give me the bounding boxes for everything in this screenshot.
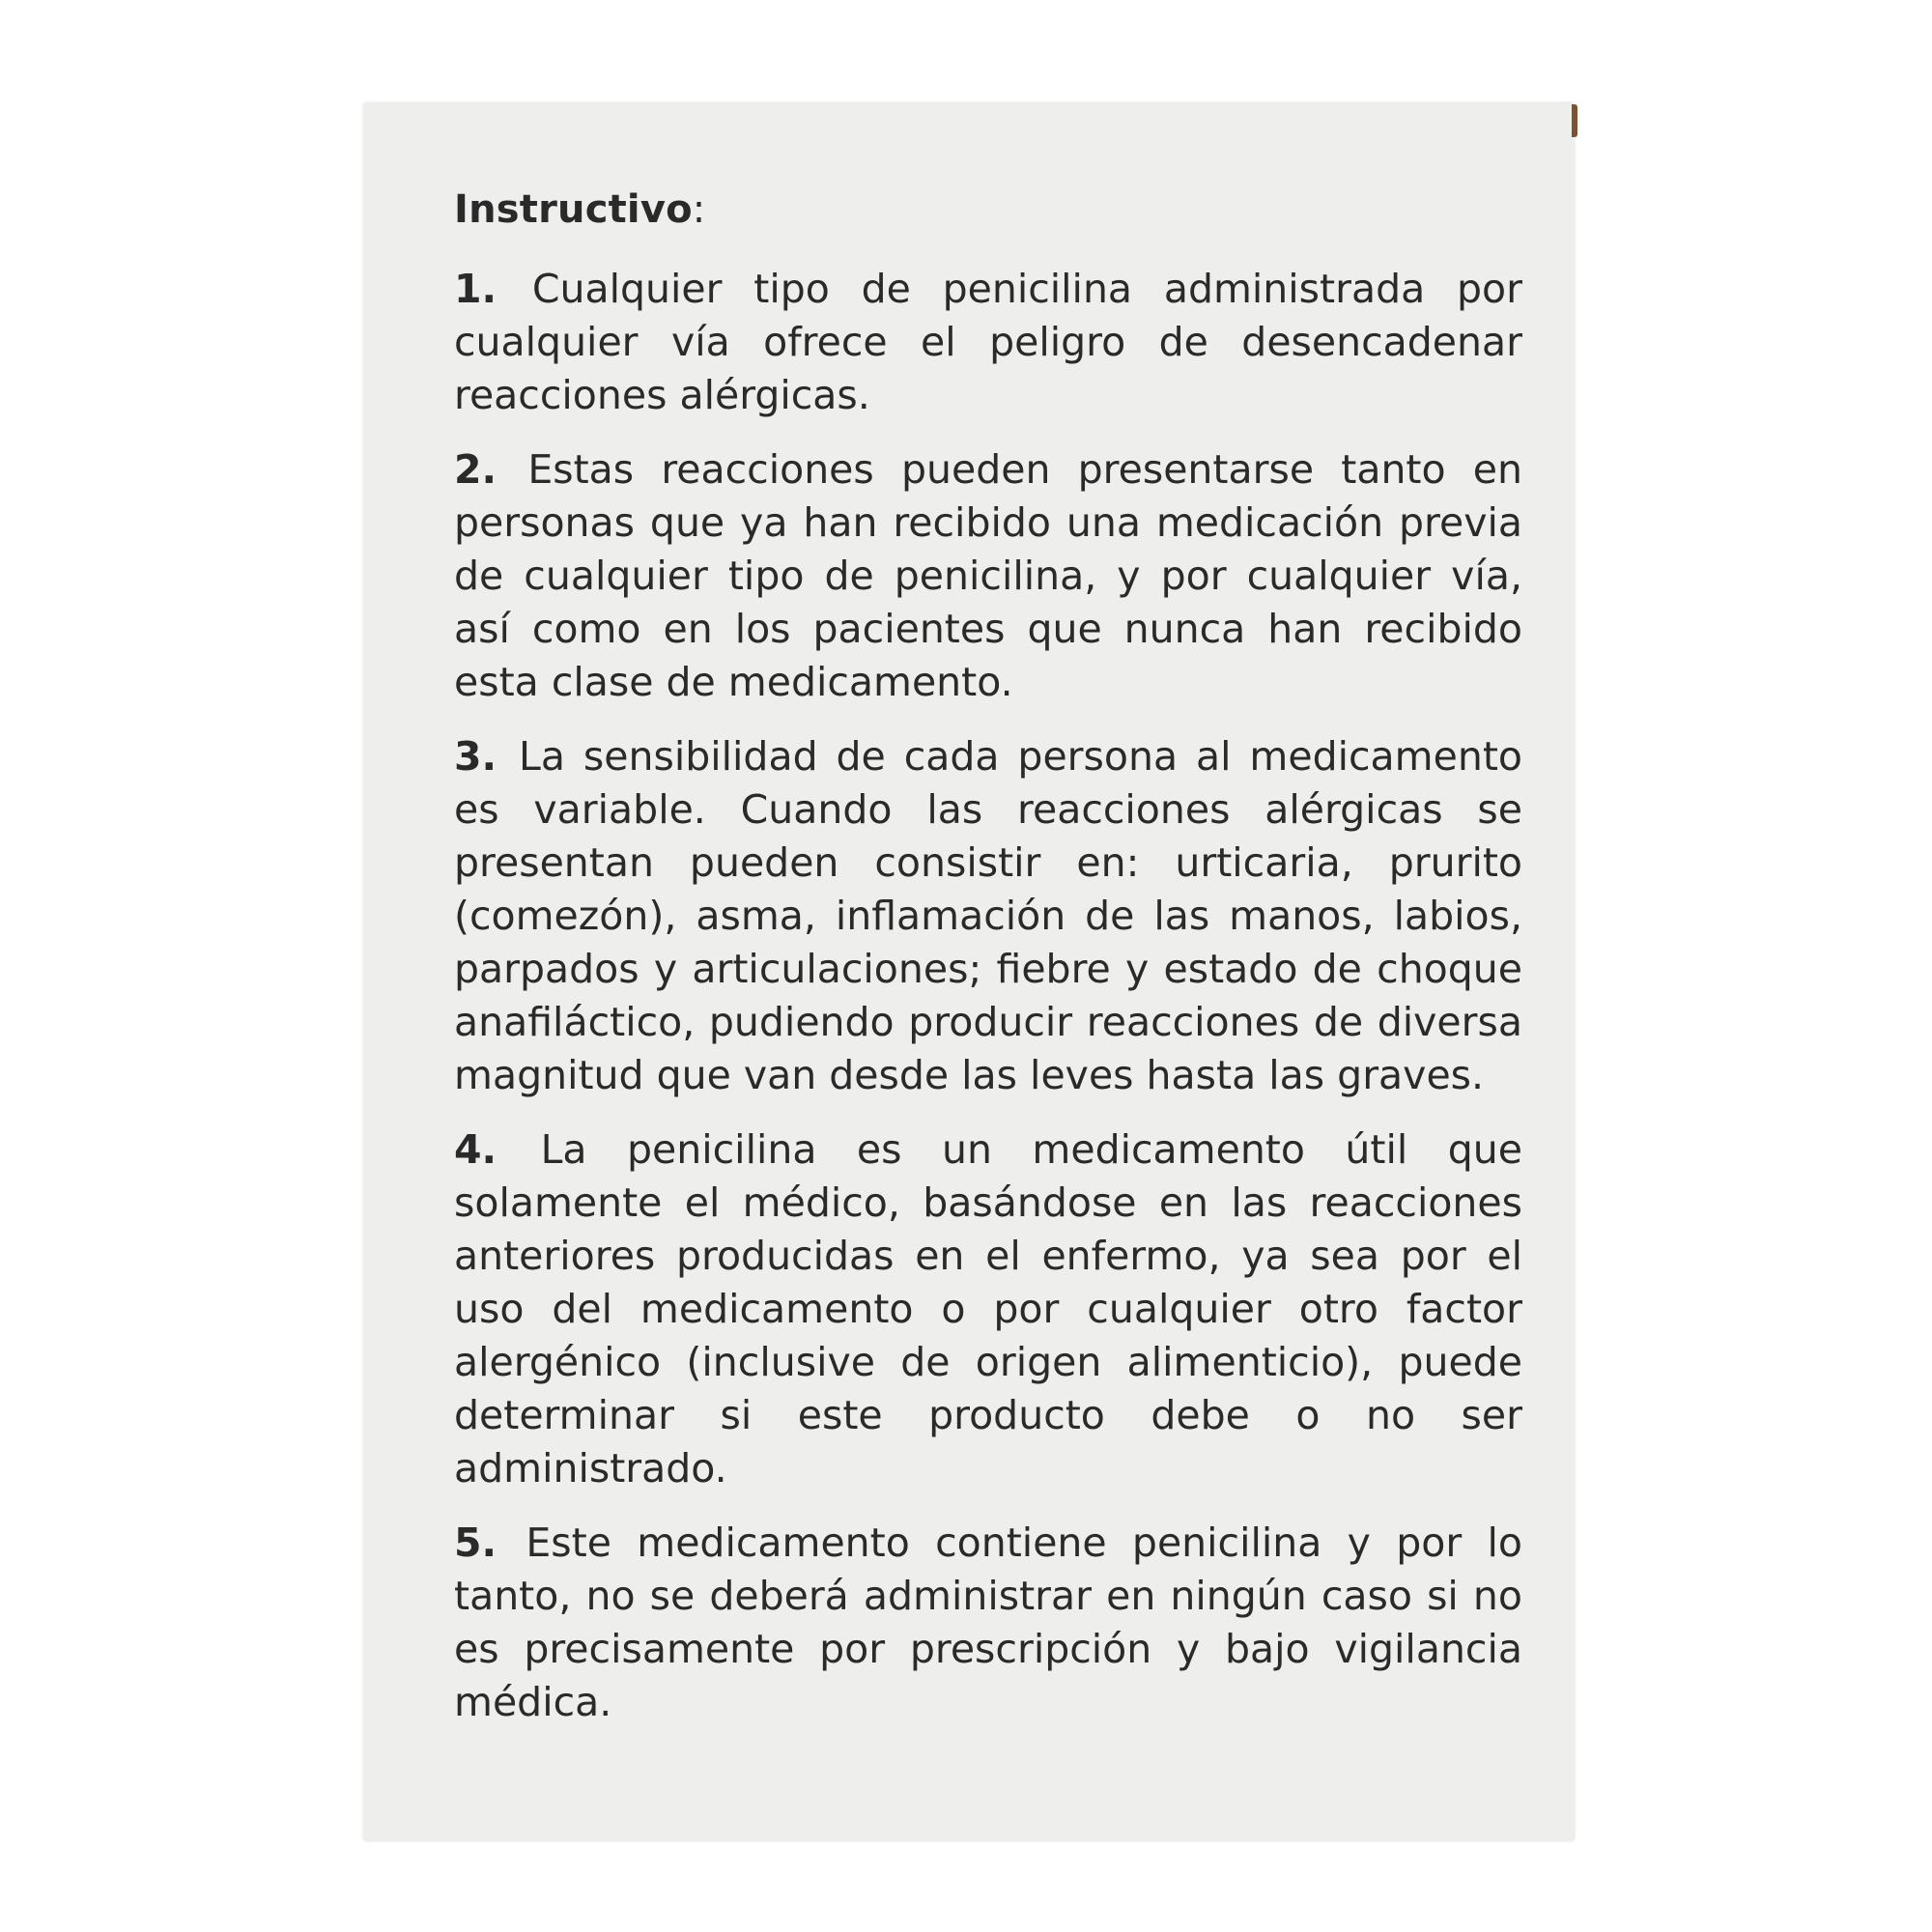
heading-colon: :	[692, 187, 706, 232]
item-number: 3.	[454, 733, 497, 780]
item-text: Este medicamento contiene penicilina y por lo tanto, no se deberá administrar en ningún caso si no es precisamente por prescripción y bajo vigilancia médica.	[454, 1520, 1522, 1725]
instruction-card	[363, 102, 1575, 1841]
instruction-item-1	[454, 263, 1522, 422]
item-text: La penicilina es un medicamento útil que solamente el médico, basándose en las reacciones anteriores producidas en el enfermo, ya sea por el uso del medicamento o por cualquier otro factor alergénico (inclusive de origen alimenticio), puede determinar si este producto debe o no ser administrado.	[454, 1126, 1522, 1492]
item-text: Estas reacciones pueden presentarse tanto en personas que ya han recibido una medicación previa de cualquier tipo de penicilina, y por cualquier vía, así como en los pacientes que nunca han recibido esta clase de medicamento.	[454, 446, 1522, 705]
instruction-item-2	[454, 443, 1522, 709]
instruction-item-3	[454, 730, 1522, 1102]
item-number: 2.	[454, 446, 497, 493]
instruction-item-4	[454, 1123, 1522, 1495]
instructions-text-block	[454, 187, 1522, 1750]
item-text: La sensibilidad de cada persona al medicamento es variable. Cuando las reacciones alérgicas se presentan pueden consistir en: urticaria, prurito (comezón), asma, inflamación de las manos, labios, parpados y articulaciones; fiebre y estado de choque anafiláctico, pudiendo producir reacciones de diversa magnitud que van desde las leves hasta las graves.	[454, 733, 1522, 1098]
item-number: 5.	[454, 1520, 497, 1566]
card-edge-accent	[1572, 104, 1577, 137]
item-number: 1.	[454, 266, 497, 312]
item-number: 4.	[454, 1126, 497, 1173]
instructions-heading	[454, 187, 1522, 232]
item-text: Cualquier tipo de penicilina administrada por cualquier vía ofrece el peligro de desencadenar reacciones alérgicas.	[454, 266, 1522, 418]
heading-text: Instructivo	[454, 187, 693, 232]
instruction-item-5	[454, 1517, 1522, 1729]
